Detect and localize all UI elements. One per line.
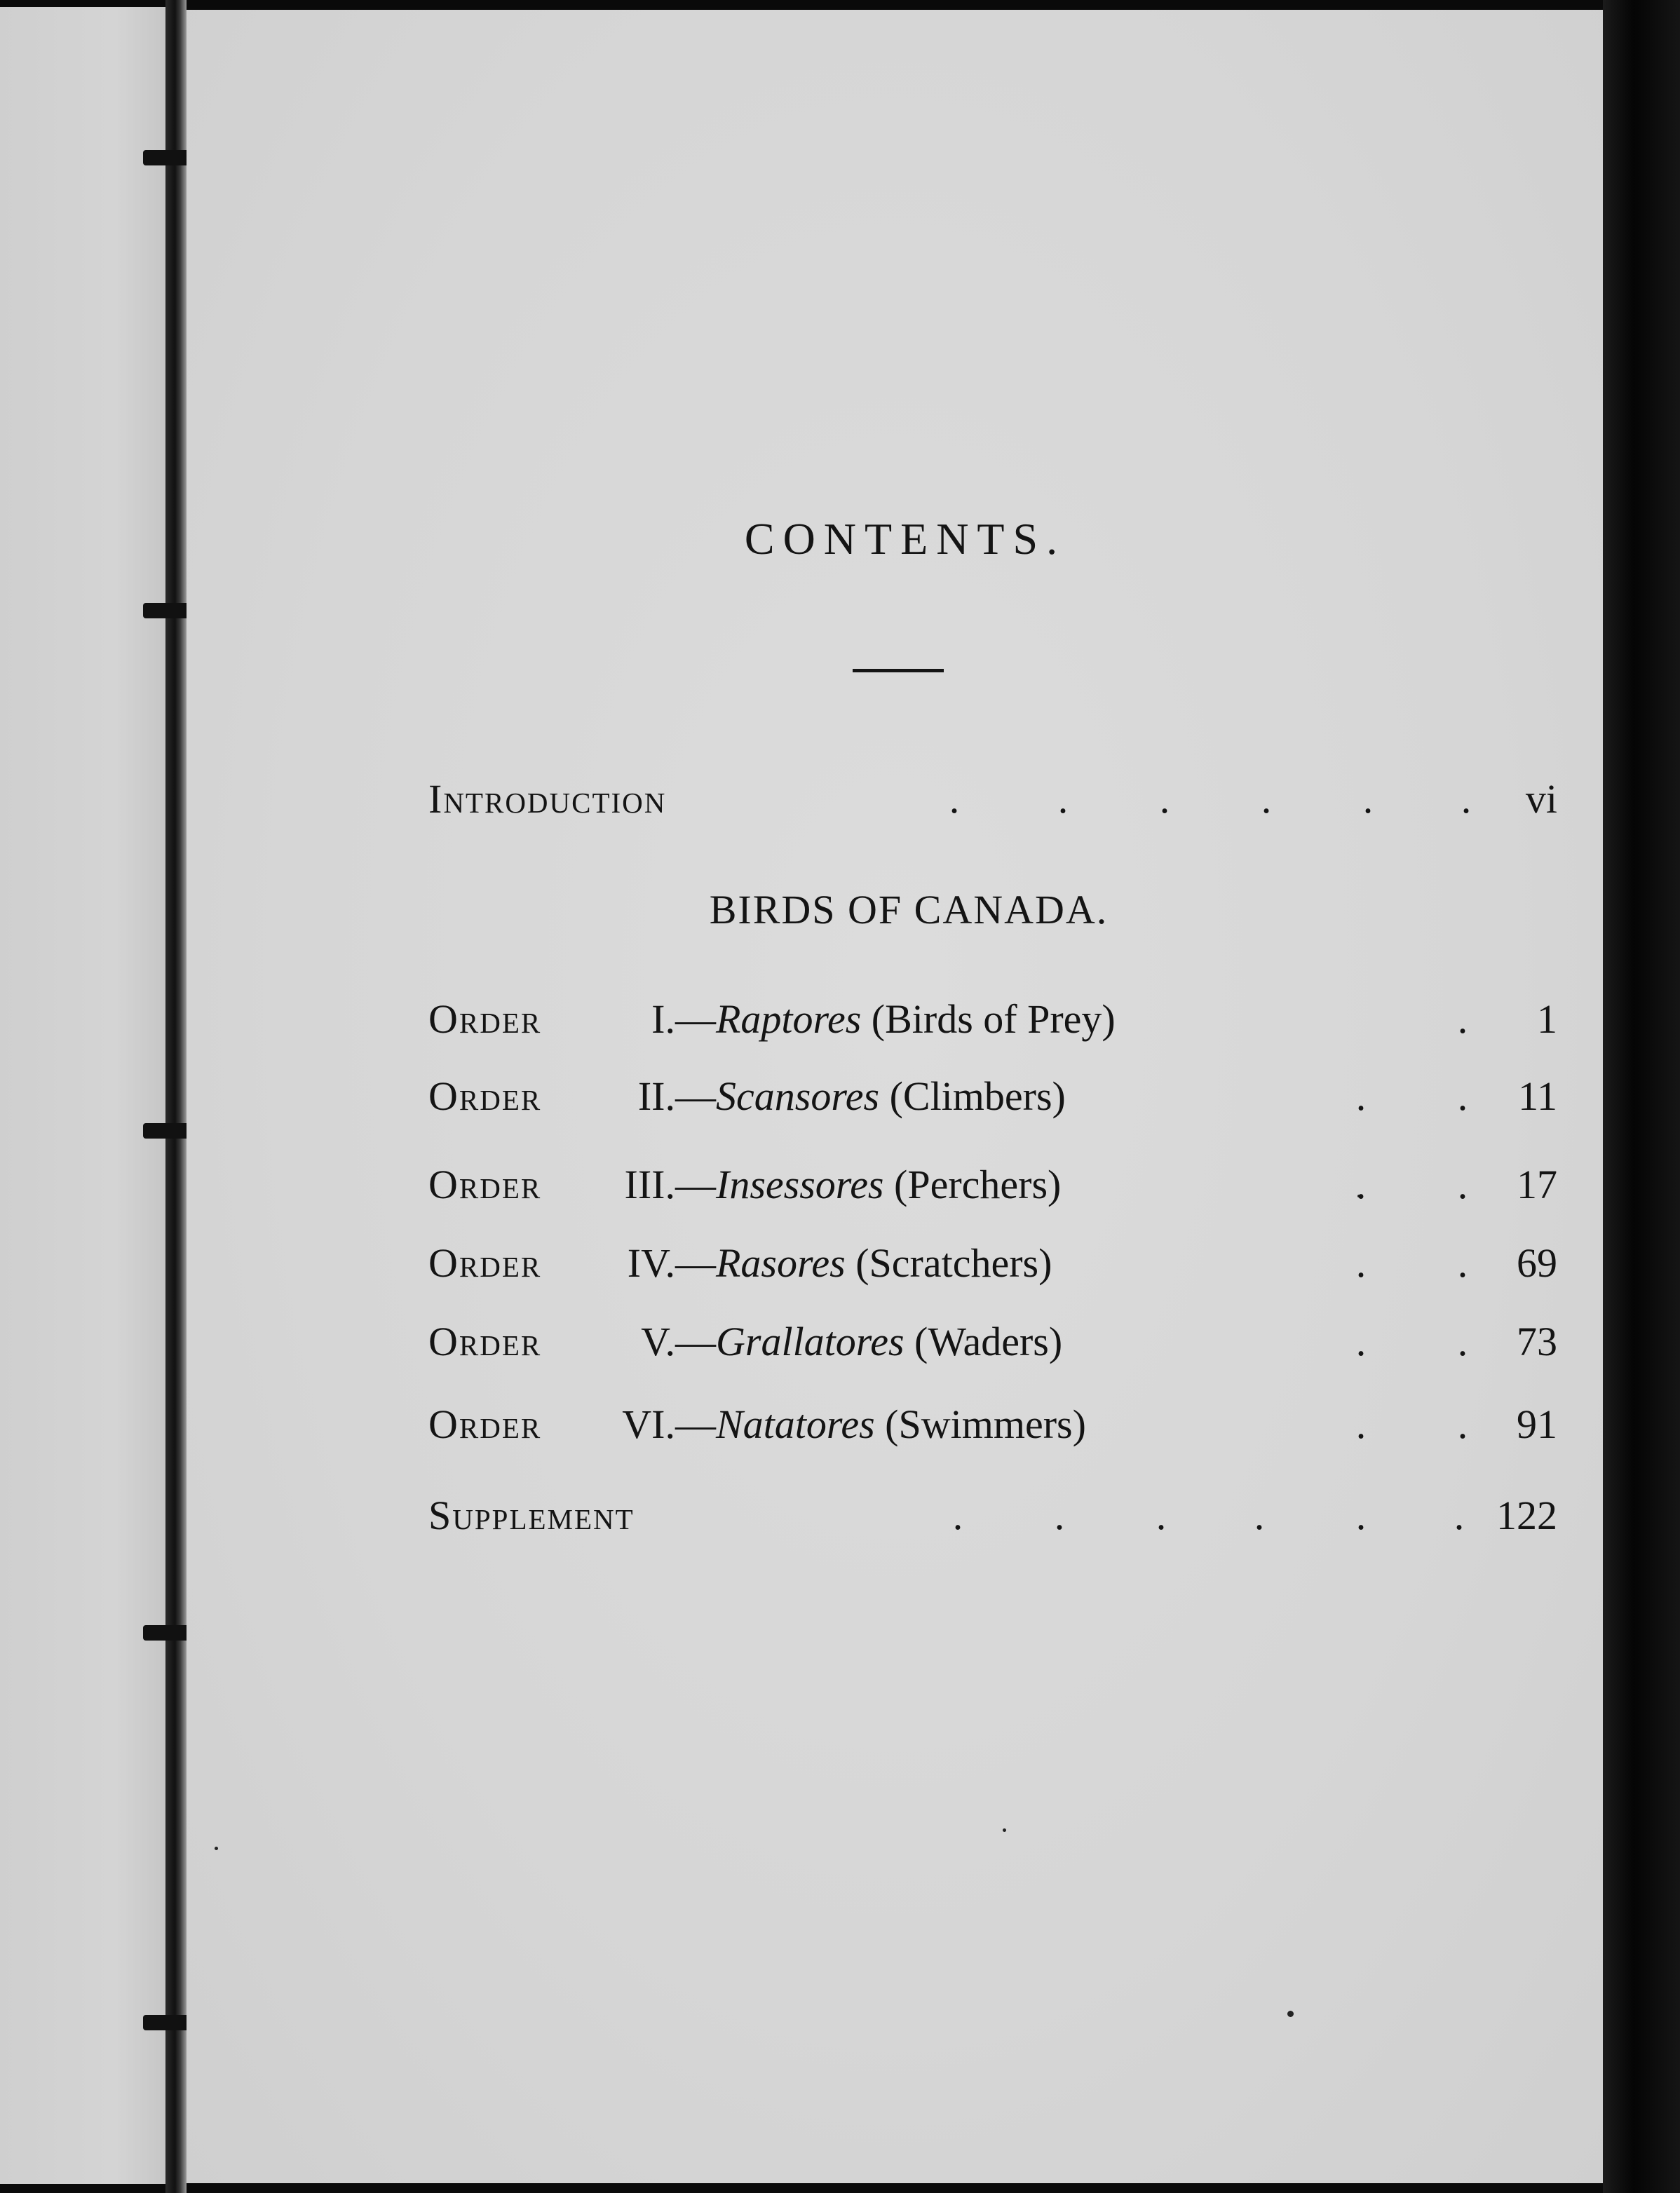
leader-dot: . — [1261, 776, 1272, 822]
order-word: Order — [428, 1240, 542, 1286]
page-number: 122 — [1496, 1493, 1557, 1538]
order-word: Order — [428, 996, 542, 1042]
toc-entry-order[interactable] — [428, 1068, 1557, 1125]
leader-dot: . — [949, 776, 960, 822]
leader-dot: . — [1254, 1493, 1265, 1538]
entry-label: Introduction — [428, 776, 667, 822]
entry-label — [428, 1068, 1066, 1125]
leader-dot: . — [1355, 1073, 1367, 1119]
leader-dot: . — [1457, 1319, 1468, 1364]
leader-dot: . — [1457, 1240, 1468, 1286]
page-number: 69 — [1517, 1240, 1557, 1286]
page-number: 17 — [1517, 1162, 1557, 1207]
entry-label — [428, 1314, 1062, 1370]
order-latin-name: Natatores — [716, 1401, 875, 1447]
leader-dot: . — [1355, 1493, 1367, 1538]
leader-dot: . — [1457, 1162, 1468, 1207]
entry-label — [428, 1397, 1086, 1453]
entry-label: Supplement — [428, 1493, 635, 1538]
leader-dot: . — [1156, 1493, 1167, 1538]
order-latin-name: Insessores — [716, 1162, 884, 1207]
binding-stitch — [143, 1123, 192, 1139]
page-edge-shadow — [1603, 0, 1680, 2193]
binding-stitch — [143, 2015, 192, 2030]
order-common-name: (Birds of Prey) — [861, 996, 1116, 1042]
entry-label — [428, 1157, 1061, 1213]
entry-label — [428, 991, 1116, 1047]
leader-dot: . — [1355, 1401, 1367, 1447]
leader-dot: . — [1054, 1493, 1065, 1538]
leader-dot: . — [1454, 1493, 1465, 1538]
book-gutter — [165, 0, 187, 2193]
leader-dot: . — [1457, 1401, 1468, 1447]
toc-entry-introduction[interactable] — [428, 771, 1557, 827]
order-common-name: (Scratchers) — [845, 1240, 1052, 1286]
page-number: vi — [1525, 776, 1557, 822]
binding-stitch — [143, 150, 192, 165]
order-word: Order — [428, 1401, 542, 1447]
table-of-contents — [187, 10, 1603, 2183]
facing-page-edge — [0, 7, 165, 2184]
toc-entry-order[interactable] — [428, 1397, 1557, 1453]
order-latin-name: Scansores — [716, 1073, 880, 1119]
contents-page — [187, 10, 1603, 2183]
order-common-name: (Perchers) — [883, 1162, 1062, 1207]
leader-dot: . — [952, 1493, 963, 1538]
order-numeral: V.— — [641, 1319, 716, 1364]
order-latin-name: Grallatores — [716, 1319, 905, 1364]
leader-dot: . — [1159, 776, 1170, 822]
order-word: Order — [428, 1319, 542, 1364]
order-numeral: III.— — [624, 1162, 716, 1207]
order-latin-name: Rasores — [716, 1240, 846, 1286]
order-numeral: I.— — [651, 996, 716, 1042]
leader-dot: . — [1457, 1073, 1468, 1119]
order-common-name: (Climbers) — [879, 1073, 1066, 1119]
page-number: 91 — [1517, 1401, 1557, 1447]
toc-entry-order[interactable] — [428, 991, 1557, 1047]
toc-entry-order[interactable] — [428, 1314, 1557, 1370]
order-common-name: (Swimmers) — [874, 1401, 1086, 1447]
entry-label — [428, 1235, 1052, 1291]
toc-entry-order[interactable] — [428, 1157, 1557, 1213]
order-numeral: II.— — [637, 1073, 716, 1119]
toc-entry-supplement[interactable] — [428, 1488, 1557, 1544]
order-numeral: VI.— — [622, 1401, 716, 1447]
leader-dot: . — [1355, 1240, 1367, 1286]
order-word: Order — [428, 1073, 542, 1119]
leader-dot: . — [1461, 776, 1472, 822]
section-heading: BIRDS OF CANADA. — [709, 887, 1109, 932]
leader-dot: . — [1362, 776, 1374, 822]
toc-entry-order[interactable] — [428, 1235, 1557, 1291]
binding-stitch — [143, 1625, 192, 1641]
binding-stitch — [143, 603, 192, 618]
page-number: 1 — [1537, 996, 1557, 1042]
order-common-name: (Waders) — [904, 1319, 1063, 1364]
leader-dot: . — [1355, 1162, 1367, 1207]
order-numeral: IV.— — [627, 1240, 716, 1286]
title-rule — [853, 669, 944, 672]
page-number: 11 — [1518, 1073, 1557, 1119]
page-number: 73 — [1517, 1319, 1557, 1364]
leader-dot: . — [1457, 996, 1468, 1042]
leader-dot: . — [1057, 776, 1069, 822]
leader-dot: . — [1355, 1319, 1367, 1364]
order-latin-name: Raptores — [716, 996, 862, 1042]
order-word: Order — [428, 1162, 542, 1207]
page-title: CONTENTS. — [744, 514, 1066, 564]
